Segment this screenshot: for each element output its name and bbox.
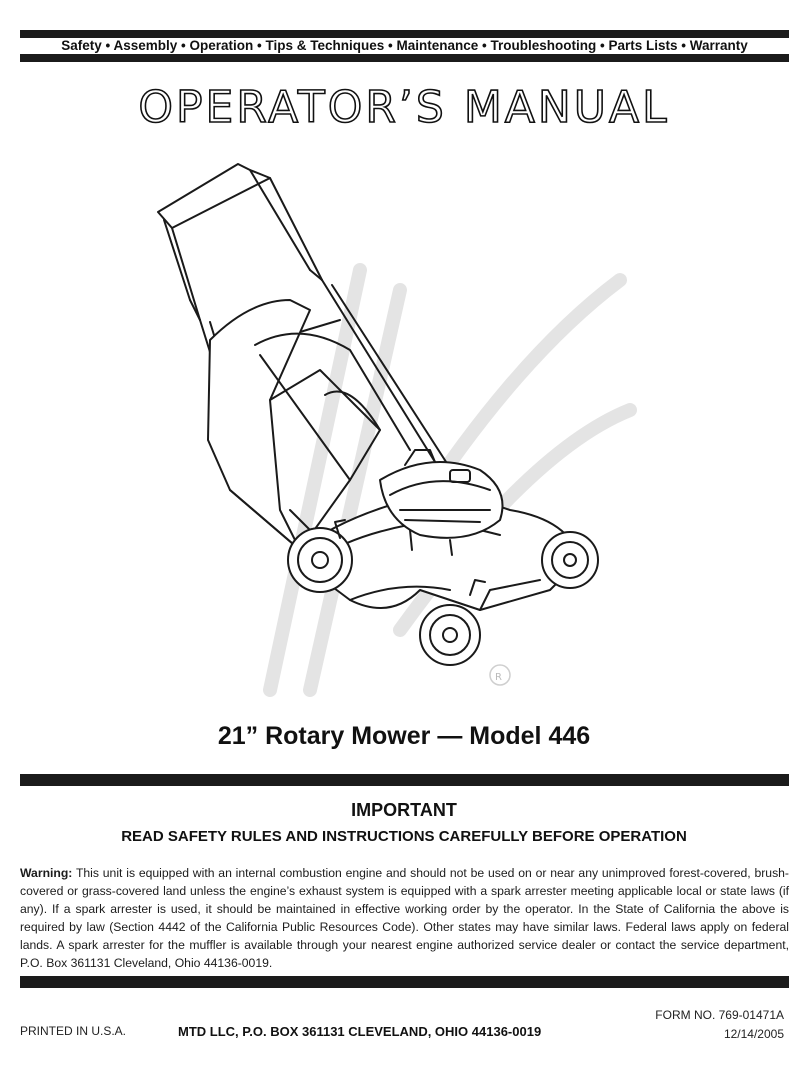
warning-label: Warning: [20,866,73,880]
important-heading: IMPORTANT [351,800,457,820]
divider-rule [20,774,789,786]
company-address: MTD LLC, P.O. BOX 361131 CLEVELAND, OHIO 44136-0019 [178,1024,542,1039]
model-title: 21” Rotary Mower — Model 446 [217,722,591,750]
sections-bar [20,30,789,62]
warning-text: This unit is equipped with an internal combustion engine and should not be used on or near any unimproved forest-covered, brush-covered or grass-covered land unless the engine’s exhaust system is equipped with a spark arrester meeting applicable local or state laws (if any). If a spark arrester is used, it should be maintained in effective working order by the operator. In the State of California the above is required by law (Section 4442 of the California Public Resources Code). Other states may have similar laws. Federal laws apply on federal lands. A spark arrester for the muffler is available through your nearest engine authorized service dealer or contact the service department, P.O. Box 361131 Cleveland, Ohio 44136-0019. [20,866,789,970]
safety-instruction-heading: READ SAFETY RULES AND INSTRUCTIONS CAREFULLY BEFORE OPERATION [121,828,687,845]
printed-in-label: PRINTED IN U.S.A. [20,1024,127,1038]
warning-paragraph [20,864,789,972]
sections-bar-text: Safety • Assembly • Operation • Tips & Techniques • Maintenance • Troubleshooting • Parts Lists • Warranty [20,38,789,54]
manual-title: OPERATOR’S MANUAL [138,82,670,133]
form-number: FORM NO. 769-01471A [655,1008,784,1022]
form-date: 12/14/2005 [723,1027,784,1041]
lawn-mower-illustration [150,150,650,710]
svg-text:R: R [495,672,502,683]
divider-rule [20,976,789,988]
